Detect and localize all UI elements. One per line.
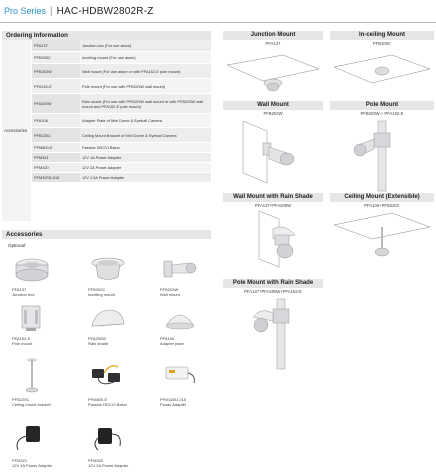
accessories-title: Accessories [2, 230, 211, 239]
ordering-description: Rain shade (For use with PFB203W wall mount or with PFB203W wall mount and PFA152-E pole mount) [80, 94, 211, 113]
ordering-row [32, 64, 211, 79]
incelling-mount-image [88, 253, 128, 285]
junction-mount-image [223, 47, 323, 101]
accessory-wall-mount [160, 253, 212, 297]
power-adapter-1a-image [12, 418, 52, 456]
accessory-hdcvi-balun [88, 357, 140, 407]
ordering-description: Junction box (For use alone) [80, 40, 211, 51]
accessory-name: Rain shade [88, 341, 109, 346]
accessory-code: PFB220C [12, 397, 30, 402]
accessory-power-adapter-015 [160, 357, 212, 407]
accessory-rain-shade [88, 302, 140, 346]
optional-label: Optional: [8, 243, 27, 248]
ordering-description: Incelling mount (For use alone) [80, 52, 211, 63]
accessory-code: PFM320 [88, 458, 104, 463]
rain-shade-image [88, 302, 128, 334]
junction-mount-title: Junction Mount [223, 31, 323, 40]
ordering-category: Accessories [2, 40, 31, 221]
accessory-power-adapter-1a [12, 418, 64, 468]
ceiling-ext-mount-code: PFA106+PFB220C [364, 203, 400, 208]
ordering-code: PFM320D-015 [34, 175, 60, 180]
accessory-name: Wall mount [160, 292, 180, 297]
ordering-row [32, 163, 211, 173]
pole-rain-mount-code: PFA137+PFA200W+PFA152-E [244, 289, 302, 294]
accessory-name: Junction box [12, 292, 35, 297]
accessory-pole-mount [12, 302, 64, 346]
ordering-code: PFM321 [34, 155, 49, 160]
ordering-row [32, 52, 211, 64]
accessory-code: PFA152-E [12, 336, 31, 341]
header-rule [0, 22, 436, 23]
ordering-row [32, 40, 211, 52]
wall-rain-mount-image [223, 209, 323, 271]
accessory-power-adapter-2a [88, 418, 140, 468]
ordering-code: PFA200W [34, 101, 52, 106]
ordering-description: Passive HDCVI Balun [80, 143, 211, 152]
ordering-description: Ceiling Mount Bracket of Mini Dome & Eyeball Camera [80, 128, 211, 142]
junction-box-image [12, 253, 52, 285]
accessory-name: 12V 1A Power Adapter [12, 463, 53, 468]
wall-mount-image [223, 117, 323, 187]
header-separator: | [50, 5, 53, 17]
accessory-name: Passive HDCVI Balun [88, 402, 127, 407]
power-adapter-015-image [160, 357, 200, 395]
inceiling-mount-code: PFB200C [372, 41, 392, 46]
ordering-title: Ordering Information [2, 31, 211, 40]
wall-mount-panel [223, 101, 323, 187]
accessory-code: PFA137 [12, 287, 27, 292]
ceiling-ext-mount-image [330, 209, 434, 271]
series-label: Pro Series [4, 6, 47, 16]
wall-rain-mount-code: PFA137+PFA200W [254, 203, 292, 208]
junction-mount-code: PFA137 [265, 41, 281, 46]
accessory-name: 12V 2A Power Adapter [88, 463, 129, 468]
ceiling-ext-mount-title: Ceiling Mount (Extensible) [330, 193, 434, 202]
accessory-code: PFM800-E [88, 397, 108, 402]
accessory-name: Power Adapter [160, 402, 187, 407]
ordering-code: PFB203W [34, 68, 52, 74]
accessory-junction-box [12, 253, 64, 297]
pole-mount-code: PFB203W + PFA152-E [360, 111, 404, 116]
power-adapter-2a-image [88, 418, 128, 456]
ordering-code: PFB200C [34, 55, 51, 60]
ordering-row [32, 143, 211, 153]
ordering-rows [32, 40, 211, 183]
accessory-code: PFA200W [88, 336, 107, 341]
accessory-name: Adapter plate [160, 341, 184, 346]
ceiling-ext-mount-panel [330, 193, 434, 271]
wall-rain-mount-title: Wall Mount with Rain Shade [223, 193, 323, 202]
ordering-description: Adapter Plate of Mini Dome & Eyeball Camera [80, 114, 211, 127]
accessory-code: PFM321 [12, 458, 28, 463]
accessory-incelling-mount [88, 253, 140, 297]
adapter-plate-image [160, 302, 200, 334]
pole-mount-panel [330, 101, 434, 193]
accessory-name: Pole mount [12, 341, 33, 346]
ceiling-bracket-image [12, 357, 52, 395]
ordering-code: PFB220C [34, 132, 51, 138]
accessory-code: PFB203W [160, 287, 179, 292]
accessory-code: PFA106 [160, 336, 175, 341]
ordering-row [32, 173, 211, 183]
accessory-code: PFB200C [88, 287, 106, 292]
junction-mount-panel [223, 31, 323, 101]
balun-image [88, 357, 128, 395]
model-number: HAC-HDBW2802R-Z [56, 5, 154, 17]
ordering-row [32, 94, 211, 114]
accessory-name: Ceiling mount bracket [12, 402, 51, 407]
inceiling-mount-title: In-ceiling Mount [330, 31, 434, 40]
ordering-code: PFA152-E [34, 83, 52, 89]
pole-mount-image [330, 117, 434, 193]
wall-mount-code: PFB203W [263, 111, 283, 116]
ordering-row [32, 79, 211, 94]
ordering-description: Pole mount (For use with PFB203W wall mount) [80, 79, 211, 93]
ordering-description: 12V 2A Power Adapter [80, 163, 211, 172]
ordering-description: 12V 1.5A Power Adapter [80, 173, 211, 182]
accessory-ceiling-bracket [12, 357, 64, 407]
wall-mount-title: Wall Mount [223, 101, 323, 110]
accessory-name: Incelling mount [88, 292, 115, 297]
page-header [0, 0, 436, 22]
ordering-row [32, 153, 211, 163]
ordering-row [32, 114, 211, 128]
wall-rain-mount-panel [223, 193, 323, 271]
pole-mount-image [12, 302, 52, 334]
pole-mount-title: Pole Mount [330, 101, 434, 110]
inceiling-mount-image [330, 47, 434, 101]
ordering-code: PFA106 [34, 118, 48, 123]
wall-mount-image [160, 253, 200, 285]
pole-rain-mount-panel [223, 279, 323, 371]
ordering-code: PFM320 [34, 165, 49, 170]
ordering-description: 12V 1A Power Adapter [80, 153, 211, 162]
pole-rain-mount-title: Pole Mount with Rain Shade [223, 279, 323, 288]
ordering-code: PFM800-E [34, 145, 53, 150]
accessory-code: PFM320D-015 [160, 397, 187, 402]
accessory-adapter-plate [160, 302, 212, 346]
ordering-description: Wall mount (For use alone or with PFA152-E pole mount) [80, 64, 211, 78]
pole-rain-mount-image [223, 295, 323, 371]
ordering-row [32, 128, 211, 143]
inceiling-mount-panel [330, 31, 434, 101]
ordering-code: PFA137 [34, 43, 48, 48]
